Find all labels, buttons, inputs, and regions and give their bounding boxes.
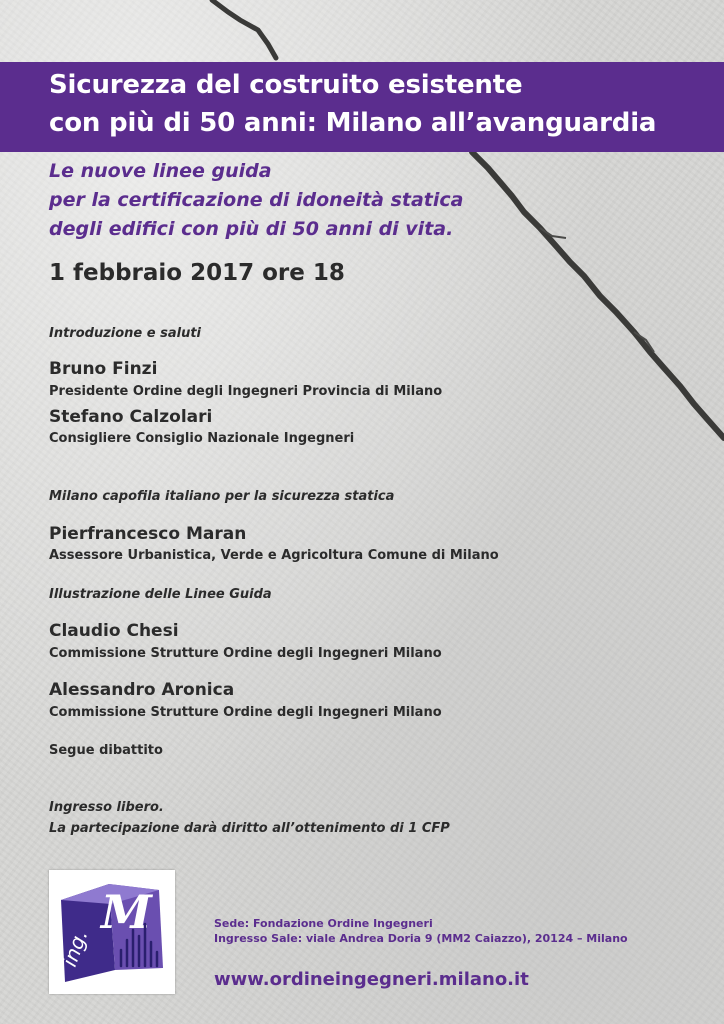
speaker-name-finzi: Bruno Finzi (49, 359, 158, 379)
ordine-ingegneri-logo (49, 870, 175, 994)
speaker-name-calzolari: Stefano Calzolari (49, 407, 213, 427)
section-heading-intro: Introduzione e saluti (49, 326, 201, 341)
subtitle-line-3: degli edifici con più di 50 anni di vita. (49, 218, 454, 240)
title-line-1: Sicurezza del costruito esistente (49, 70, 523, 100)
website-link[interactable]: www.ordineingegneri.milano.it (214, 969, 529, 990)
logo-letter: M (101, 885, 152, 939)
section-heading-guidelines: Illustrazione delle Linee Guida (49, 587, 272, 602)
title-line-2: con più di 50 anni: Milano all’avanguardia (49, 108, 657, 138)
closing-note: Segue dibattito (49, 743, 163, 758)
free-entry-note: Ingresso libero. (49, 800, 164, 815)
speaker-name-aronica: Alessandro Aronica (49, 680, 235, 700)
speaker-role-maran: Assessore Urbanistica, Verde e Agricoltura Comune di Milano (49, 548, 499, 563)
venue-line-2: Ingresso Sale: viale Andrea Doria 9 (MM2 Caiazzo), 20124 – Milano (214, 932, 628, 945)
event-date: 1 febbraio 2017 ore 18 (49, 260, 345, 286)
cfp-note: La partecipazione darà diritto all’ottenimento di 1 CFP (49, 821, 450, 836)
subtitle-line-2: per la certificazione di idoneità statica (49, 189, 464, 211)
speaker-role-aronica: Commissione Strutture Ordine degli Ingegneri Milano (49, 705, 442, 720)
venue-line-1: Sede: Fondazione Ordine Ingegneri (214, 917, 433, 930)
speaker-name-chesi: Claudio Chesi (49, 621, 179, 641)
logo-text: ing. (57, 926, 93, 970)
logo-graphic (49, 870, 175, 994)
speaker-name-maran: Pierfrancesco Maran (49, 524, 247, 544)
subtitle-line-1: Le nuove linee guida (49, 160, 272, 182)
section-heading-milano: Milano capofila italiano per la sicurezza statica (49, 489, 395, 504)
speaker-role-chesi: Commissione Strutture Ordine degli Ingegneri Milano (49, 646, 442, 661)
speaker-role-finzi: Presidente Ordine degli Ingegneri Provincia di Milano (49, 384, 443, 399)
speaker-role-calzolari: Consigliere Consiglio Nazionale Ingegneri (49, 431, 355, 446)
